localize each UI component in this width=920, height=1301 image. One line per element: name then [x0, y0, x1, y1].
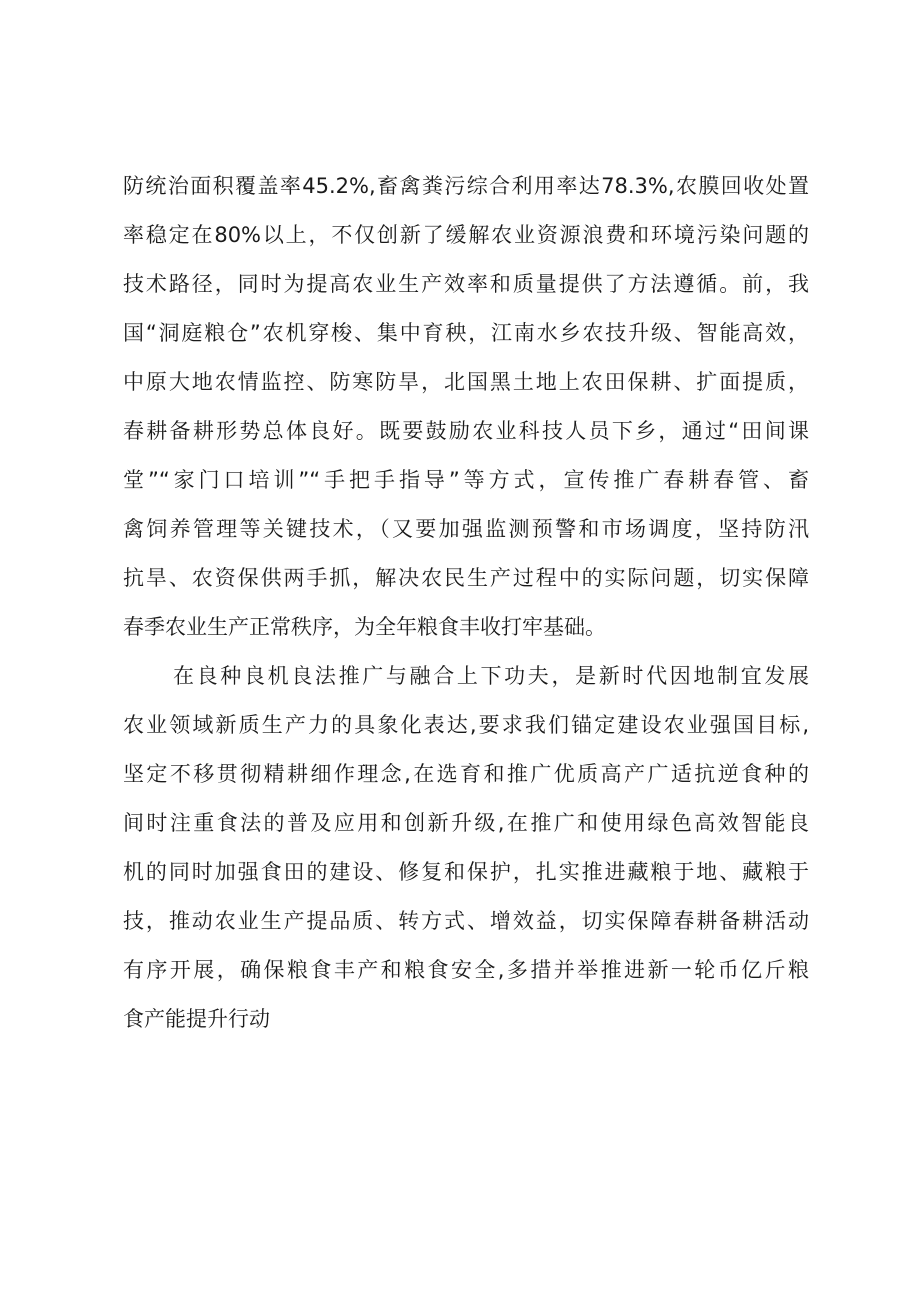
text-line: 在良种良机良法推广与融合上下功夫，是新时代因地制宜发展 — [173, 664, 809, 688]
text-line: 率稳定在80%以上，不仅创新了缓解农业资源浪费和环境污染问题的 — [123, 223, 809, 247]
text-line: 春季农业生产正常秩序，为全年粮食丰收打牢基础。 — [123, 615, 606, 639]
text-line: 技术路径，同时为提高农业生产效率和质量提供了方法遵循。前，我 — [123, 272, 809, 296]
text-line: 中原大地农情监控、防寒防旱，北国黑土地上农田保耕、扩面提质， — [123, 370, 809, 394]
paragraph-1 — [123, 162, 809, 652]
text-line: 国“洞庭粮仓”农机穿梭、集中育秧，江南水乡农技升级、智能高效， — [123, 321, 809, 345]
text-line: 有序开展，确保粮食丰产和粮食安全,多措并举推进新一轮币亿斤粮 — [123, 958, 809, 982]
paragraph-2 — [123, 652, 809, 1044]
text-line: 食产能提升行动 — [123, 1007, 270, 1031]
text-line: 堂”“家门口培训”“手把手指导”等方式，宣传推广春耕春管、畜 — [123, 468, 809, 492]
text-line: 间时注重食法的普及应用和创新升级,在推广和使用绿色高效智能良 — [123, 811, 809, 835]
text-line: 防统治面积覆盖率45.2%,畜禽粪污综合利用率达78.3%,农膜回收处置 — [123, 174, 809, 198]
text-line: 春耕备耕形势总体良好。既要鼓励农业科技人员下乡，通过“田间课 — [123, 419, 809, 443]
text-line: 农业领域新质生产力的具象化表达,要求我们锚定建设农业强国目标, — [123, 713, 809, 737]
text-line: 机的同时加强食田的建设、修复和保护，扎实推进藏粮于地、藏粮于 — [123, 860, 809, 884]
text-line: 技，推动农业生产提品质、转方式、增效益，切实保障春耕备耕活动 — [123, 909, 809, 933]
text-line: 坚定不移贯彻精耕细作理念,在选育和推广优质高产广适抗逆食种的 — [123, 762, 809, 786]
text-line: 抗旱、农资保供两手抓，解决农民生产过程中的实际问题，切实保障 — [123, 566, 809, 590]
text-line: 禽饲养管理等关键技术，（又要加强监测预警和市场调度，坚持防汛 — [123, 517, 809, 541]
